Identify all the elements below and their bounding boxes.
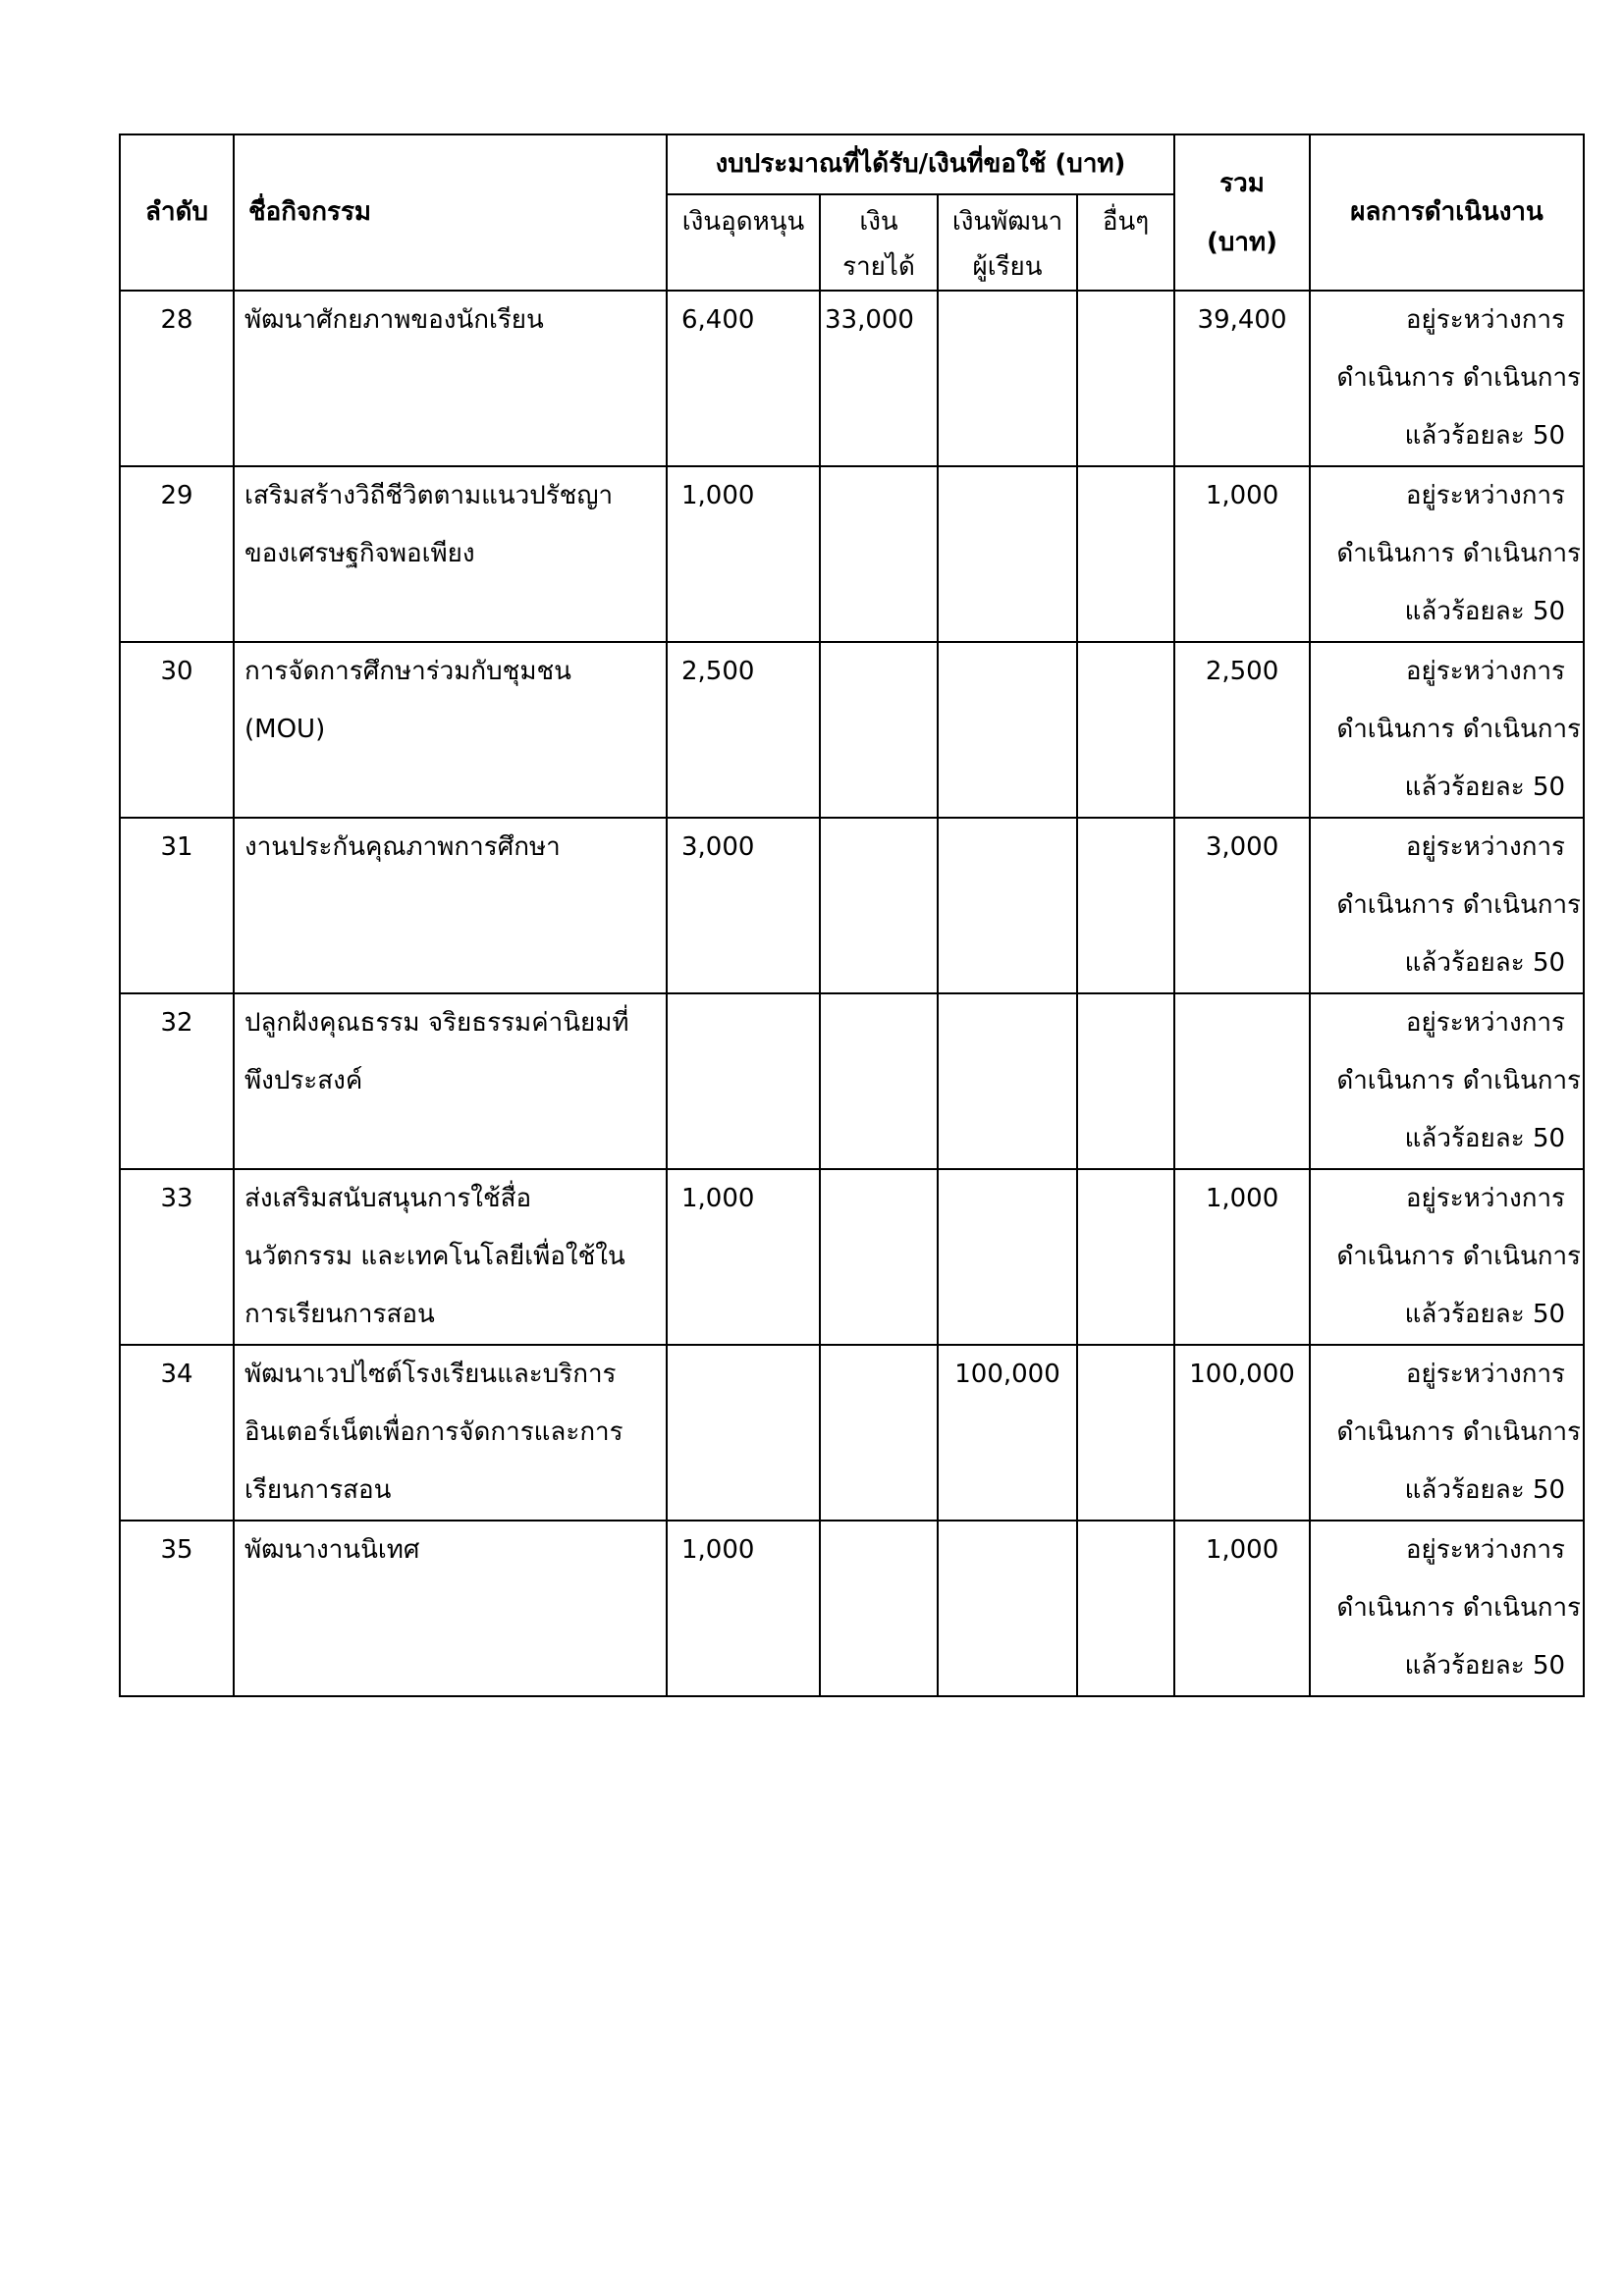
activity-name-line: การเรียนการสอน (244, 1300, 435, 1329)
table-row (120, 818, 1584, 993)
other-amount (1077, 993, 1174, 1169)
result-status-line: แล้วร้อยละ 50 (1404, 773, 1566, 802)
result-status-line: อยู่ระหว่างการ (1405, 1184, 1566, 1213)
learner-dev-amount (938, 466, 1077, 642)
other-amount (1077, 642, 1174, 818)
income-amount (820, 466, 938, 642)
result-status-line: ดำเนินการ ดำเนินการ (1336, 715, 1582, 744)
total-amount: 1,000 (1174, 1169, 1310, 1345)
activity-name-line: การจัดการศึกษาร่วมกับชุมชน (244, 657, 571, 686)
header-total-line-1: รวม (1219, 168, 1265, 198)
activity-name-line: (MOU) (244, 715, 326, 744)
row-number: 34 (120, 1345, 234, 1521)
activity-name-line: พัฒนางานนิเทศ (244, 1535, 420, 1565)
row-number: 31 (120, 818, 234, 993)
total-amount: 1,000 (1174, 1521, 1310, 1696)
result-status-line: ดำเนินการ ดำเนินการ (1336, 363, 1582, 393)
learner-dev-amount (938, 291, 1077, 466)
result-status (1310, 993, 1584, 1169)
activity-name-line: งานประกันคุณภาพการศึกษา (244, 832, 561, 862)
income-amount (820, 1345, 938, 1521)
other-amount (1077, 466, 1174, 642)
other-amount (1077, 1521, 1174, 1696)
result-status (1310, 1521, 1584, 1696)
activity-name (234, 291, 667, 466)
total-amount: 3,000 (1174, 818, 1310, 993)
activity-name (234, 642, 667, 818)
activity-name (234, 1521, 667, 1696)
activity-name-line: ของเศรษฐกิจพอเพียง (244, 539, 475, 568)
header-income (820, 194, 938, 291)
header-other: อื่นๆ (1077, 194, 1174, 291)
subsidy-amount: 1,000 (667, 1521, 820, 1696)
result-status-line: อยู่ระหว่างการ (1405, 657, 1566, 686)
income-amount (820, 818, 938, 993)
table-row (120, 1169, 1584, 1345)
result-status-line: อยู่ระหว่างการ (1405, 481, 1566, 510)
activity-name-line: ส่งเสริมสนับสนุนการใช้สื่อ (244, 1184, 532, 1213)
table-row (120, 642, 1584, 818)
result-status-line: แล้วร้อยละ 50 (1404, 1300, 1566, 1329)
income-amount (820, 993, 938, 1169)
result-status-line: ดำเนินการ ดำเนินการ (1336, 890, 1582, 920)
activity-name (234, 1345, 667, 1521)
result-status-line: ดำเนินการ ดำเนินการ (1336, 1066, 1582, 1095)
subsidy-amount (667, 1345, 820, 1521)
header-activity: ชื่อกิจกรรม (234, 134, 667, 291)
result-status-line: อยู่ระหว่างการ (1405, 832, 1566, 862)
total-amount: 1,000 (1174, 466, 1310, 642)
result-status-line: แล้วร้อยละ 50 (1404, 1124, 1566, 1153)
other-amount (1077, 1345, 1174, 1521)
result-status-line: อยู่ระหว่างการ (1405, 305, 1566, 335)
subsidy-amount: 3,000 (667, 818, 820, 993)
activity-name-line: พัฒนาเวปไซต์โรงเรียนและบริการ (244, 1360, 617, 1389)
table-body (120, 291, 1584, 1696)
result-status-line: อยู่ระหว่างการ (1405, 1360, 1566, 1389)
row-number: 29 (120, 466, 234, 642)
total-amount: 39,400 (1174, 291, 1310, 466)
header-total-line-2: (บาท) (1207, 227, 1278, 257)
activity-name (234, 993, 667, 1169)
result-status (1310, 291, 1584, 466)
activity-name-line: เรียนการสอน (244, 1475, 392, 1505)
result-status (1310, 1345, 1584, 1521)
header-learner-dev (938, 194, 1077, 291)
header-budget-group: งบประมาณที่ได้รับ/เงินที่ขอใช้ (บาท) (667, 134, 1174, 194)
table-row (120, 1345, 1584, 1521)
subsidy-amount (667, 993, 820, 1169)
result-status-line: ดำเนินการ ดำเนินการ (1336, 1593, 1582, 1623)
result-status-line: ดำเนินการ ดำเนินการ (1336, 539, 1582, 568)
table-row (120, 466, 1584, 642)
activity-name-line: นวัตกรรม และเทคโนโลยีเพื่อใช้ใน (244, 1242, 625, 1271)
result-status-line: แล้วร้อยละ 50 (1404, 421, 1566, 451)
learner-dev-amount (938, 642, 1077, 818)
activity-name-line: ปลูกฝังคุณธรรม จริยธรรมค่านิยมที่ (244, 1008, 629, 1038)
header-income-line-1: เงิน (859, 207, 898, 237)
row-number: 28 (120, 291, 234, 466)
row-number: 32 (120, 993, 234, 1169)
result-status (1310, 1169, 1584, 1345)
result-status-line: แล้วร้อยละ 50 (1404, 1475, 1566, 1505)
header-subsidy: เงินอุดหนุน (667, 194, 820, 291)
activity-name-line: พัฒนาศักยภาพของนักเรียน (244, 305, 544, 335)
result-status (1310, 818, 1584, 993)
activity-name (234, 1169, 667, 1345)
other-amount (1077, 1169, 1174, 1345)
table-row (120, 993, 1584, 1169)
result-status (1310, 642, 1584, 818)
result-status-line: ดำเนินการ ดำเนินการ (1336, 1417, 1582, 1447)
table-row (120, 291, 1584, 466)
income-amount (820, 1521, 938, 1696)
subsidy-amount: 6,400 (667, 291, 820, 466)
table-header (120, 134, 1584, 291)
result-status (1310, 466, 1584, 642)
table-row (120, 1521, 1584, 1696)
result-status-line: อยู่ระหว่างการ (1405, 1535, 1566, 1565)
result-status-line: แล้วร้อยละ 50 (1404, 1651, 1566, 1681)
header-learner-dev-line-2: ผู้เรียน (972, 252, 1043, 282)
learner-dev-amount (938, 1521, 1077, 1696)
header-income-line-2: รายได้ (842, 252, 915, 282)
header-learner-dev-line-1: เงินพัฒนา (951, 207, 1063, 237)
result-status-line: ดำเนินการ ดำเนินการ (1336, 1242, 1582, 1271)
total-amount: 100,000 (1174, 1345, 1310, 1521)
result-status-line: อยู่ระหว่างการ (1405, 1008, 1566, 1038)
header-no: ลำดับ (120, 134, 234, 291)
budget-table (119, 133, 1585, 1697)
learner-dev-amount (938, 818, 1077, 993)
row-number: 33 (120, 1169, 234, 1345)
learner-dev-amount (938, 993, 1077, 1169)
other-amount (1077, 818, 1174, 993)
total-amount (1174, 993, 1310, 1169)
activity-name-line: พึงประสงค์ (244, 1066, 363, 1095)
income-amount: 33,000 (820, 291, 938, 466)
activity-name-line: เสริมสร้างวิถีชีวิตตามแนวปรัชญา (244, 481, 614, 510)
header-result: ผลการดำเนินงาน (1310, 134, 1584, 291)
activity-name-line: อินเตอร์เน็ตเพื่อการจัดการและการ (244, 1417, 623, 1447)
total-amount: 2,500 (1174, 642, 1310, 818)
result-status-line: แล้วร้อยละ 50 (1404, 597, 1566, 626)
subsidy-amount: 1,000 (667, 1169, 820, 1345)
activity-name (234, 818, 667, 993)
header-total (1174, 134, 1310, 291)
subsidy-amount: 2,500 (667, 642, 820, 818)
row-number: 35 (120, 1521, 234, 1696)
activity-name (234, 466, 667, 642)
income-amount (820, 642, 938, 818)
income-amount (820, 1169, 938, 1345)
learner-dev-amount: 100,000 (938, 1345, 1077, 1521)
other-amount (1077, 291, 1174, 466)
row-number: 30 (120, 642, 234, 818)
learner-dev-amount (938, 1169, 1077, 1345)
subsidy-amount: 1,000 (667, 466, 820, 642)
result-status-line: แล้วร้อยละ 50 (1404, 948, 1566, 978)
